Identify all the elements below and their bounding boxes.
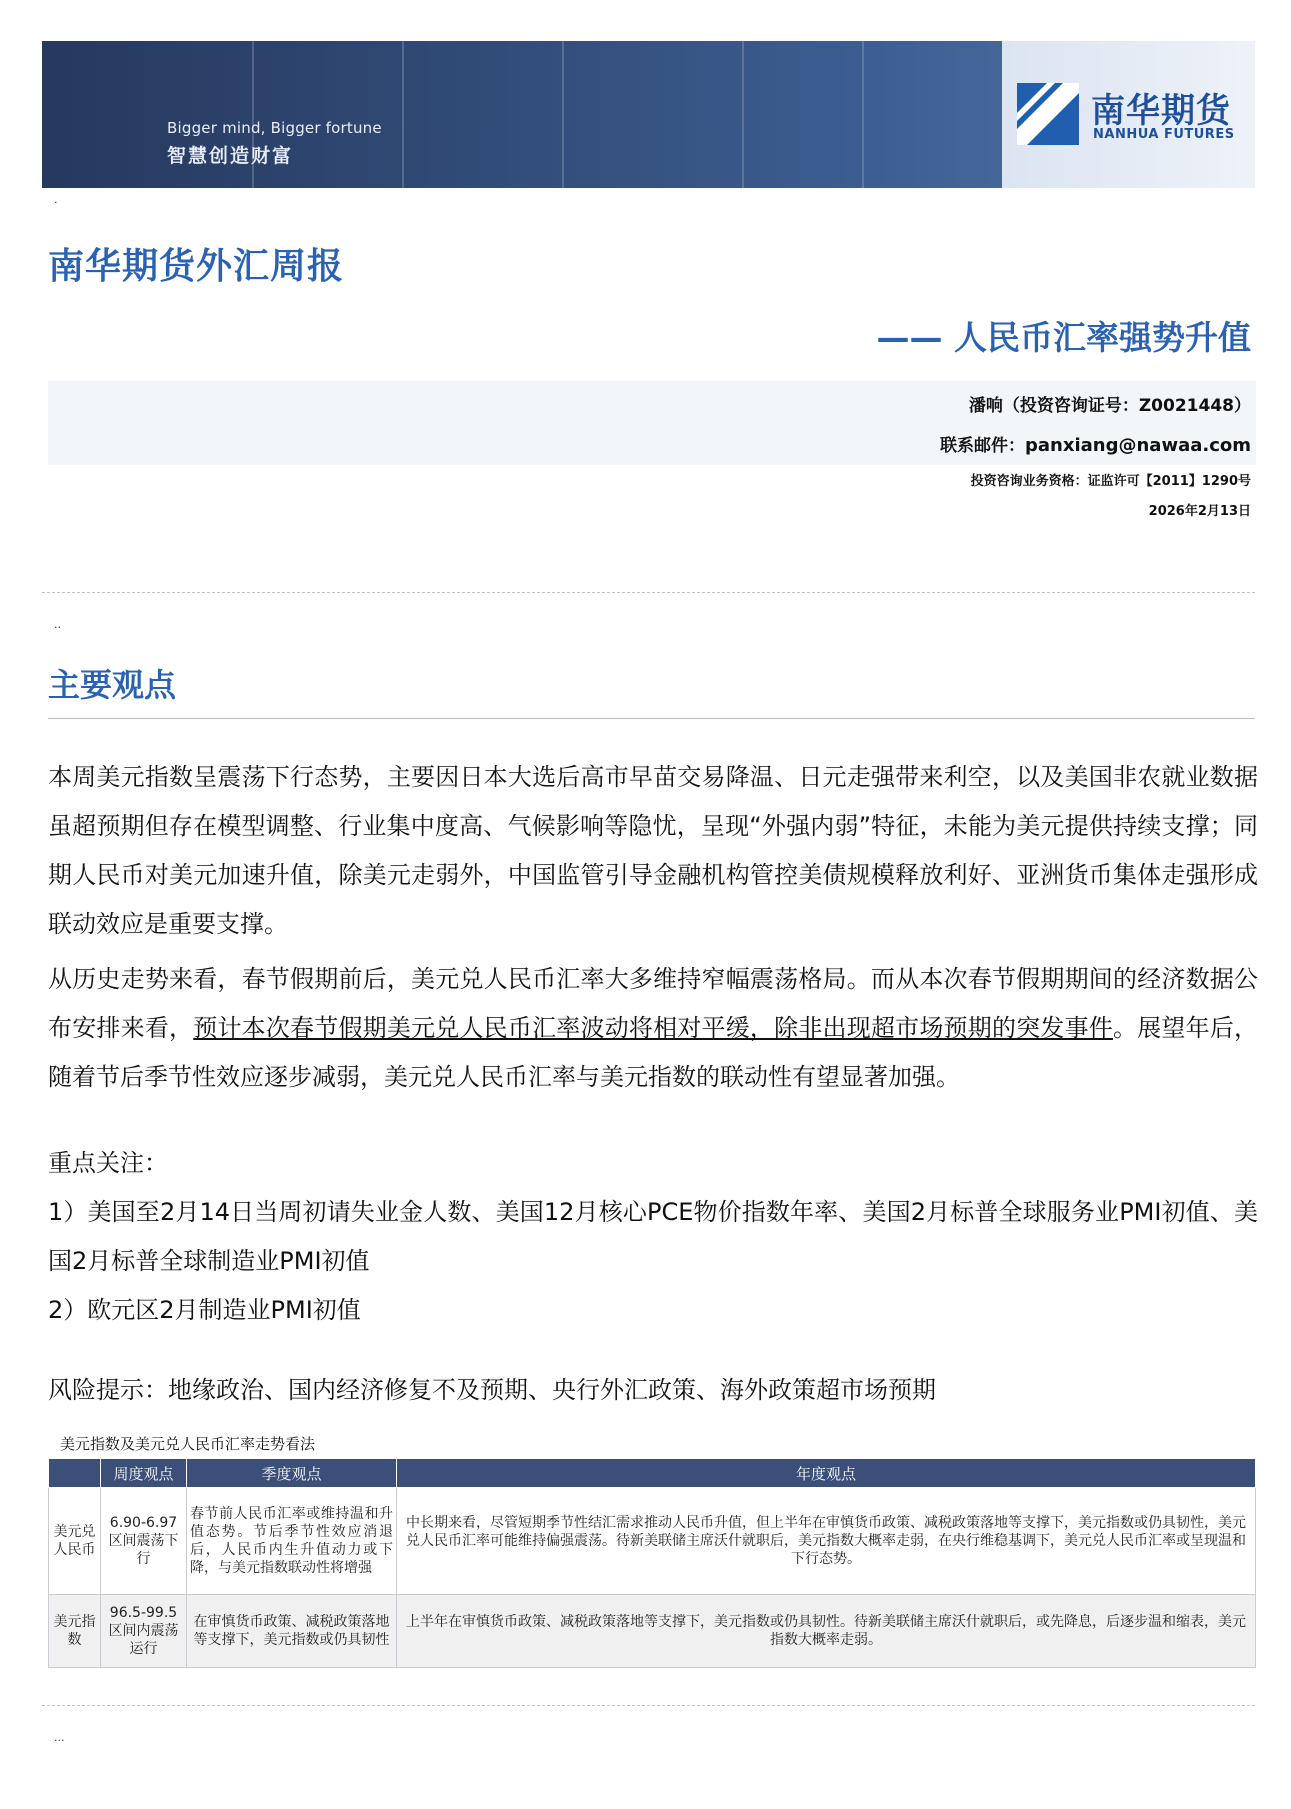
header-banner [42, 41, 1255, 188]
paragraph-2 [48, 955, 1258, 1102]
table-header: 周度观点 [101, 1459, 187, 1488]
focus-label: 重点关注： [48, 1149, 168, 1177]
row-quarter: 在审慎货币政策、减税政策落地等支撑下，美元指数或仍具韧性 [187, 1595, 397, 1668]
marker-dots: .. [54, 618, 61, 631]
marker-dots: ... [54, 1731, 65, 1744]
row-year: 中长期来看，尽管短期季节性结汇需求推动人民币升值，但上半年在审慎货币政策、减税政策落地等支撑下，美元指数或仍具韧性，美元兑人民币汇率可能维持偏强震荡。待新美联储主席沃什就职后，美元指数大概率走弱，在央行维稳基调下，美元兑人民币汇率或呈现温和下行态势。 [397, 1488, 1256, 1595]
paragraph-1: 本周美元指数呈震荡下行态势，主要因日本大选后高市早苗交易降温、日元走强带来利空，以及美国非农就业数据虽超预期但存在模型调整、行业集中度高、气候影响等隐忧，呈现“外强内弱”特征，未能为美元提供持续支撑；同期人民币对美元加速升值，除美元走弱外，中国监管引导金融机构管控美债规模释放利好、亚洲货币集体走强形成联动效应是重要支撑。 [48, 763, 1258, 938]
paragraph-2-text-b: 。展望年后，随着节后季节性效应逐步减弱，美元兑人民币汇率与美元指数的联动性有望显著加强。 [48, 1014, 1259, 1091]
divider [42, 1705, 1255, 1706]
row-week: 96.5-99.5区间内震荡运行 [101, 1595, 187, 1668]
report-subtitle: —— 人民币汇率强势升值 [876, 318, 1251, 357]
row-week: 6.90-6.97区间震荡下行 [101, 1488, 187, 1595]
email-label: 联系邮件： [940, 436, 1026, 456]
row-quarter: 春节前人民币汇率或维持温和升值态势。节后季节性效应消退后，人民币内生升值动力或下降，与美元指数联动性将增强 [187, 1488, 397, 1595]
table-row [49, 1595, 1256, 1668]
report-date: 2026年2月13日 [1148, 504, 1251, 519]
email-value[interactable]: panxiang@nawaa.com [1025, 435, 1251, 456]
table-row [49, 1488, 1256, 1595]
section-title: 主要观点 [48, 666, 177, 704]
table-header-row [49, 1459, 1256, 1488]
slogan [167, 119, 382, 168]
divider [42, 592, 1255, 593]
row-name: 美元兑人民币 [49, 1488, 101, 1595]
paragraph-2-text-a: 从历史走势来看，春节假期前后，美元兑人民币汇率大多维持窄幅震荡格局。而从本次春节假期期间的经济数据公布安排来看， [48, 965, 1258, 1042]
slogan-cn: 智慧创造财富 [167, 145, 294, 167]
author-email [940, 431, 1251, 456]
row-name: 美元指数 [49, 1595, 101, 1668]
logo-name: 南华期货 [1091, 91, 1231, 131]
focus-item-2: 2）欧元区2月制造业PMI初值 [48, 1296, 361, 1324]
outlook-table [48, 1458, 1256, 1668]
logo-mark-icon [1017, 83, 1079, 145]
report-title: 南华期货外汇周报 [48, 246, 345, 287]
table-header: 年度观点 [397, 1459, 1256, 1488]
table-header [49, 1459, 101, 1488]
logo-sub: NANHUA FUTURES [1093, 127, 1235, 142]
risk-warning: 风险提示：地缘政治、国内经济修复不及预期、央行外汇政策、海外政策超市场预期 [48, 1376, 936, 1404]
author-name: 潘响（投资咨询证号：Z0021448） [968, 396, 1251, 416]
slogan-en: Bigger mind, Bigger fortune [167, 119, 382, 137]
section-divider [48, 718, 1255, 719]
paragraph-2-underlined: 预计本次春节假期美元兑人民币汇率波动将相对平缓，除非出现超市场预期的突发事件 [193, 1014, 1113, 1042]
row-year: 上半年在审慎货币政策、减税政策落地等支撑下，美元指数或仍具韧性。待新美联储主席沃什就职后，或先降息，后逐步温和缩表，美元指数大概率走弱。 [397, 1595, 1256, 1668]
table-caption: 美元指数及美元兑人民币汇率走势看法 [60, 1435, 316, 1453]
marker-dot: . [54, 193, 58, 206]
license-text: 投资咨询业务资格：证监许可【2011】1290号 [970, 474, 1251, 489]
focus-item-1: 1）美国至2月14日当周初请失业金人数、美国12月核心PCE物价指数年率、美国2月标普全球服务业PMI初值、美国2月标普全球制造业PMI初值 [48, 1198, 1258, 1275]
table-header: 季度观点 [187, 1459, 397, 1488]
